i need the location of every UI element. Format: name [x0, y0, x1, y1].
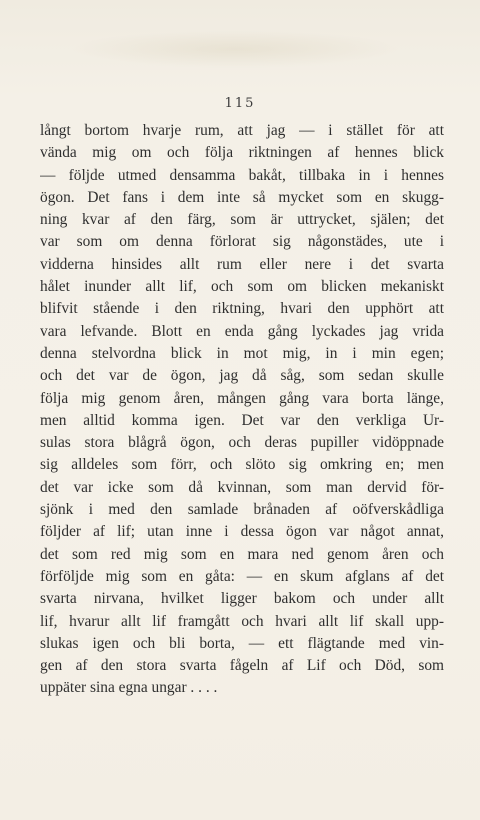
text-line: sulas stora blågrå ögon, och deras pupiller vidöppnade: [40, 434, 444, 452]
text-line: uppäter sina egna ungar . . . .: [40, 679, 218, 697]
page-number: 115: [224, 96, 256, 111]
text-line: ning kvar af den färg, som är uttrycket, själen; det: [40, 211, 444, 229]
text-line: det som red mig som en mara ned genom åren och: [40, 545, 444, 563]
text-line: och det var de ögon, jag då såg, som sedan skulle: [40, 367, 444, 385]
text-line: vända mig om och följa riktningen af hennes blick: [40, 144, 444, 162]
text-line: men alltid komma igen. Det var den verkliga Ur-: [40, 411, 444, 429]
text-line: denna stelvordna blick in mot mig, in i min egen;: [40, 344, 444, 362]
text-line: var som om denna förlorat sig någonstädes, ute i: [40, 233, 444, 251]
text-line: lif, hvarur allt lif framgått och hvari allt lif skall upp-: [40, 612, 444, 630]
text-line: svarta nirvana, hvilket ligger bakom och under allt: [40, 590, 444, 608]
text-line: det var icke som då kvinnan, som man dervid för-: [40, 478, 444, 496]
text-line: — följde utmed densamma bakåt, tillbaka in i hennes: [40, 166, 444, 184]
paper-stain: [70, 30, 400, 68]
text-line: sig alldeles som förr, och slöto sig omkring en; men: [40, 456, 444, 474]
text-line: förföljde mig som en gåta: — en skum afglans af det: [40, 567, 444, 585]
text-line: följder af lif; utan inne i dessa ögon var något annat,: [40, 523, 444, 541]
body-text: [40, 120, 444, 700]
text-line: hålet inunder allt lif, och som om blicken mekaniskt: [40, 278, 444, 296]
text-line: blifvit stående i den riktning, hvari den upphört att: [40, 300, 444, 318]
text-line: följa mig genom åren, mången gång vara borta länge,: [40, 389, 444, 407]
text-line: sjönk i med den samlade brånaden af oöfverskådliga: [40, 501, 444, 519]
text-line: vara lefvande. Blott en enda gång lyckades jag vrida: [40, 322, 444, 340]
text-line: slukas igen och bli borta, — ett flägtande med vin-: [40, 634, 444, 652]
text-line: vidderna hinsides allt rum eller nere i det svarta: [40, 255, 444, 273]
text-line: ögon. Det fans i dem inte så mycket som en skugg-: [40, 188, 444, 206]
text-line: gen af den stora svarta fågeln af Lif och Död, som: [40, 657, 444, 675]
text-line: långt bortom hvarje rum, att jag — i stället för att: [40, 122, 444, 139]
